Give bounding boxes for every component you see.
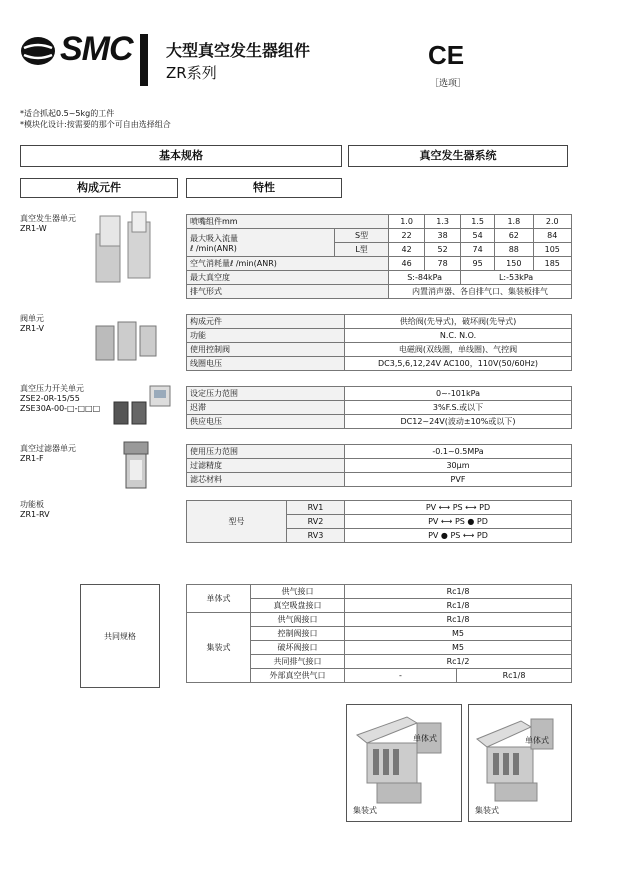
unit-switch bbox=[20, 384, 100, 414]
single-type-label: 单体式 bbox=[187, 585, 251, 613]
photo-box-2 bbox=[468, 704, 572, 822]
unit-name: 阀单元 bbox=[20, 314, 44, 323]
single-caption: 单体式 bbox=[525, 736, 549, 745]
common-spec-table bbox=[186, 584, 572, 683]
manifold-caption: 集装式 bbox=[475, 806, 499, 815]
air-cell: 46 bbox=[389, 257, 425, 271]
filter-unit-image bbox=[118, 438, 154, 494]
valve-spec-table bbox=[186, 314, 572, 371]
unit-board bbox=[20, 500, 50, 520]
suction-s-cell: 84 bbox=[533, 229, 571, 243]
row-label: 过滤精度 bbox=[187, 459, 345, 473]
rv-model: RV1 bbox=[287, 501, 345, 515]
air-cell: 185 bbox=[533, 257, 571, 271]
switch-unit-image bbox=[112, 384, 172, 428]
air-cell: 78 bbox=[425, 257, 461, 271]
port-value: Rc1/8 bbox=[457, 669, 572, 683]
port-value: M5 bbox=[345, 641, 572, 655]
manifold-assembly-image-2 bbox=[469, 705, 571, 821]
manifold-type-label: 集装式 bbox=[187, 613, 251, 683]
row-value: 0~-101kPa bbox=[345, 387, 572, 401]
port-label: 共同排气接口 bbox=[251, 655, 345, 669]
unit-name: 真空发生器单元 bbox=[20, 214, 76, 223]
note-2: *模块化设计:按需要的那个可自由选择组合 bbox=[20, 120, 171, 129]
suction-s-cell: 54 bbox=[461, 229, 495, 243]
port-label: 真空吸盘接口 bbox=[251, 599, 345, 613]
label-air: 空气消耗量ℓ /min(ANR) bbox=[187, 257, 389, 271]
unit-name: 真空压力开关单元 bbox=[20, 384, 84, 393]
row-value: DC12~24V(波动±10%或以下) bbox=[345, 415, 572, 429]
rv-model: RV2 bbox=[287, 515, 345, 529]
suction-s-cell: 22 bbox=[389, 229, 425, 243]
label-exhaust: 排气形式 bbox=[187, 285, 389, 299]
features-header: 特性 bbox=[186, 178, 342, 198]
label-s-type: S型 bbox=[335, 229, 389, 243]
row-value: -0.1~0.5MPa bbox=[345, 445, 572, 459]
nozzle-cell: 1.3 bbox=[425, 215, 461, 229]
unit-model-2: ZSE30A-00-□-□□□ bbox=[20, 404, 101, 413]
suction-s-cell: 62 bbox=[495, 229, 533, 243]
unit-model: ZR1-F bbox=[20, 454, 44, 463]
port-label: 外部真空供气口 bbox=[251, 669, 345, 683]
nozzle-cell: 2.0 bbox=[533, 215, 571, 229]
rv-value: PV ⟷ PS ● PD bbox=[345, 515, 572, 529]
label-vacuum: 最大真空度 bbox=[187, 271, 389, 285]
row-label: 滤芯材料 bbox=[187, 473, 345, 487]
port-label: 供气接口 bbox=[251, 585, 345, 599]
row-label: 功能 bbox=[187, 329, 345, 343]
nozzle-cell: 1.0 bbox=[389, 215, 425, 229]
unit-filter bbox=[20, 444, 76, 464]
port-value: Rc1/8 bbox=[345, 613, 572, 627]
port-label: 供气阀接口 bbox=[251, 613, 345, 627]
row-value: PVF bbox=[345, 473, 572, 487]
suction-l-cell: 88 bbox=[495, 243, 533, 257]
model-label: 型号 bbox=[187, 501, 287, 543]
unit-valve bbox=[20, 314, 44, 334]
row-label: 迟滞 bbox=[187, 401, 345, 415]
vacuum-system-header: 真空发生器系统 bbox=[348, 145, 568, 167]
unit-name: 功能板 bbox=[20, 500, 44, 509]
components-header: 构成元件 bbox=[20, 178, 178, 198]
port-value: - bbox=[345, 669, 457, 683]
generator-unit-image bbox=[92, 208, 166, 292]
basic-spec-header: 基本规格 bbox=[20, 145, 342, 167]
unit-model: ZR1-V bbox=[20, 324, 45, 333]
row-label: 线圈电压 bbox=[187, 357, 345, 371]
row-label: 使用控制阀 bbox=[187, 343, 345, 357]
row-value: 电磁阀(双线圈，单线圈)、气控阀 bbox=[345, 343, 572, 357]
exhaust-cell: 内置消声器、各自排气口、集装板排气 bbox=[389, 285, 572, 299]
row-value: 30μm bbox=[345, 459, 572, 473]
manifold-assembly-image bbox=[347, 705, 461, 821]
row-value: 供给阀(先导式)，破坏阀(先导式) bbox=[345, 315, 572, 329]
page-title: 大型真空发生器组件 bbox=[166, 41, 311, 60]
vac-l-cell: L:-53kPa bbox=[461, 271, 572, 285]
logo-text: SMC bbox=[60, 30, 133, 68]
unit-generator bbox=[20, 214, 76, 234]
note-1: *适合抓起0.5~5kg的工件 bbox=[20, 109, 115, 118]
title-divider bbox=[140, 34, 148, 86]
nozzle-cell: 1.5 bbox=[461, 215, 495, 229]
filter-spec-table bbox=[186, 444, 572, 487]
unit-model: ZSE2-0R-15/55 bbox=[20, 394, 80, 403]
rv-spec-table bbox=[186, 500, 572, 543]
port-value: M5 bbox=[345, 627, 572, 641]
rv-value: PV ● PS ⟷ PD bbox=[345, 529, 572, 543]
manifold-caption: 集装式 bbox=[353, 806, 377, 815]
row-label: 设定压力范围 bbox=[187, 387, 345, 401]
ce-option-label: ［选项］ bbox=[430, 79, 467, 89]
common-spec-title: 共同规格 bbox=[80, 584, 160, 688]
row-label: 供应电压 bbox=[187, 415, 345, 429]
port-label: 破坏阀接口 bbox=[251, 641, 345, 655]
series-title: ZR系列 bbox=[166, 64, 217, 82]
valve-unit-image bbox=[92, 316, 160, 366]
suction-l-cell: 42 bbox=[389, 243, 425, 257]
port-label: 控制阀接口 bbox=[251, 627, 345, 641]
nozzle-cell: 1.8 bbox=[495, 215, 533, 229]
unit-name: 真空过滤器单元 bbox=[20, 444, 76, 453]
row-value: 3%F.S.或以下 bbox=[345, 401, 572, 415]
vac-s-cell: S:-84kPa bbox=[389, 271, 461, 285]
label-suction: 最大吸入流量 ℓ /min(ANR) bbox=[187, 229, 335, 257]
suction-l-cell: 74 bbox=[461, 243, 495, 257]
row-value: DC3,5,6,12,24V AC100，110V(50/60Hz) bbox=[345, 357, 572, 371]
switch-spec-table bbox=[186, 386, 572, 429]
label-l-type: L型 bbox=[335, 243, 389, 257]
port-value: Rc1/2 bbox=[345, 655, 572, 669]
ce-mark-icon: CE bbox=[428, 40, 465, 70]
unit-model: ZR1-W bbox=[20, 224, 47, 233]
air-cell: 95 bbox=[461, 257, 495, 271]
air-cell: 150 bbox=[495, 257, 533, 271]
row-label: 使用压力范围 bbox=[187, 445, 345, 459]
rv-value: PV ⟷ PS ⟷ PD bbox=[345, 501, 572, 515]
suction-l-cell: 105 bbox=[533, 243, 571, 257]
row-label: 构成元件 bbox=[187, 315, 345, 329]
port-value: Rc1/8 bbox=[345, 599, 572, 613]
row-value: N.C. N.O. bbox=[345, 329, 572, 343]
label-nozzle: 喷嘴组件mm bbox=[187, 215, 389, 229]
suction-s-cell: 38 bbox=[425, 229, 461, 243]
unit-model: ZR1-RV bbox=[20, 510, 50, 519]
photo-box-1 bbox=[346, 704, 462, 822]
generator-spec-table bbox=[186, 214, 572, 299]
suction-l-cell: 52 bbox=[425, 243, 461, 257]
port-value: Rc1/8 bbox=[345, 585, 572, 599]
rv-model: RV3 bbox=[287, 529, 345, 543]
single-caption: 单体式 bbox=[413, 734, 437, 743]
